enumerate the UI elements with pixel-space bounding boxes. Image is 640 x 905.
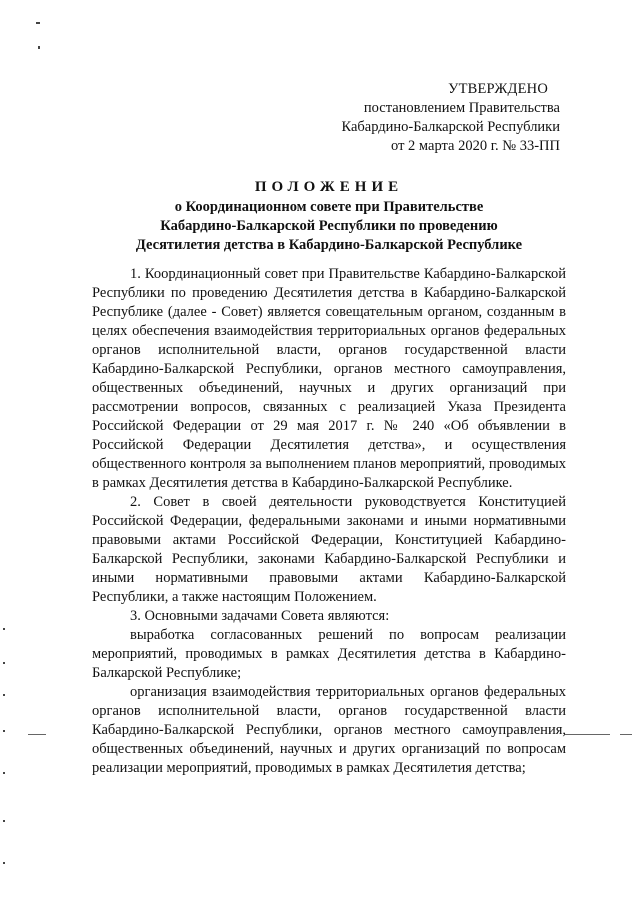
scan-speck (3, 772, 5, 774)
approval-line: постановлением Правительства (363, 100, 560, 116)
scan-fold-line (565, 734, 610, 735)
scan-speck (3, 730, 5, 732)
paragraph-2: 2. Совет в своей деятельности руководствуется Конституцией Российской Федерации, федеральными законами и иными нормативными правовыми актами Российской Федерации, Конституцией Кабардино-Балкарской Республики, законами Кабардино-Балкарской Республики и иными нормативными правовыми актами Кабардино-Балкарской Республики, а также настоящим Положением. (92, 494, 566, 605)
approval-title: УТВЕРЖДЕНО (448, 81, 548, 97)
approval-line: Кабардино-Балкарской Республики (341, 119, 560, 135)
scan-speck (3, 694, 5, 696)
document-title: ПОЛОЖЕНИЕ (254, 179, 404, 195)
paragraph-3: 3. Основными задачами Совета являются: (130, 608, 390, 624)
scan-speck (36, 22, 40, 24)
scan-fold-line (28, 734, 46, 735)
scan-speck (3, 662, 5, 664)
document-body (92, 265, 566, 778)
document-subtitle: Кабардино-Балкарской Республики по проведению (160, 218, 498, 234)
document-subtitle: Десятилетия детства в Кабардино-Балкарской Республике (135, 237, 523, 253)
paragraph-4: выработка согласованных решений по вопросам реализации мероприятий, проводимых в рамках Десятилетия детства в Кабардино-Балкарской Республике; (92, 627, 566, 681)
scan-speck (3, 628, 5, 630)
approval-date: от 2 марта 2020 г. № 33-ПП (391, 138, 560, 154)
document-heading (92, 178, 566, 255)
scan-speck (38, 46, 40, 49)
scan-speck (3, 820, 5, 822)
scan-fold-line (620, 734, 632, 735)
document-subtitle: о Координационном совете при Правительстве (174, 199, 484, 215)
paragraph-5: организация взаимодействия территориальных органов федеральных органов исполнительной власти, органов государственной власти Кабардино-Балкарской Республики, органов местного самоуправления, общественных объединений, научных и других организаций по вопросам реализации мероприятий, проводимых в рамках Десятилетия детства; (92, 684, 566, 776)
approval-stamp-block (341, 80, 560, 156)
paragraph-1: 1. Координационный совет при Правительстве Кабардино-Балкарской Республики по проведению Десятилетия детства в Кабардино-Балкарской Республике (далее - Совет) является совещательным органом, созданным в целях обеспечения взаимодействия территориальных органов федеральных органов исполнительной власти, органов государственной власти Кабардино-Балкарской Республики, органов местного самоуправления, общественных объединений, научных и других организаций при рассмотрении вопросов, связанных с реализацией Указа Президента Российской Федерации от 29 мая 2017 г. № 240 «Об объявлении в Российской Федерации Десятилетия детства», и осуществления общественного контроля за выполнением планов мероприятий, проводимых в рамках Десятилетия детства в Кабардино-Балкарской Республике. (92, 266, 566, 491)
scan-speck (3, 862, 5, 864)
